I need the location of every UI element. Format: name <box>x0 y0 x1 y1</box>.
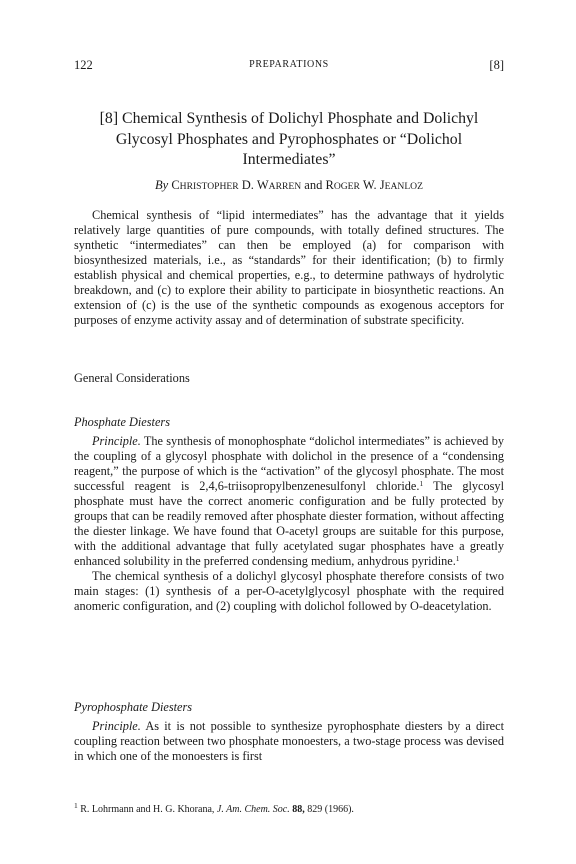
author-name: ROGER W. JEANLOZ <box>325 178 423 192</box>
byline-by: By <box>155 178 169 192</box>
subsection-heading: Phosphate Diesters <box>74 415 170 429</box>
title-line: Glycosyl Phosphates and Pyrophosphates or “Dolichol <box>115 130 463 148</box>
title-line: Intermediates” <box>242 151 336 168</box>
section-number: [8] <box>489 58 504 72</box>
paragraph-text: The synthesis of monophosphate “dolichol intermediates” is achieved by the coupling of a glycosyl phosphate with dolichol in the presence of a “condensing reagent,” the purpose of which is the “activation” of the glycosyl phosphate. The most successful reagent is 2,4,6-triisopropylbenzenesulfonyl chloride. <box>74 434 504 493</box>
footnote-pages: 829 (1966). <box>304 804 354 815</box>
section-heading: General Considerations <box>74 371 190 385</box>
run-in-label: Principle. <box>92 719 141 733</box>
paragraph-text: The glycosyl phosphate must have the correct anomeric configuration and be fully protected by groups that can be readily removed after phosphate diester formation, without affecting the diester linkage. We have found that O-acetyl groups are suitable for this purpose, with the additional advantage that fully acetylated sugar phosphates have a greatly enhanced solubility in the preferred condensing medium, anhydrous pyridine. <box>74 479 504 568</box>
byline-and: and <box>304 178 323 192</box>
footnote-ref: 1 <box>419 479 424 488</box>
footnote-marker: 1 <box>74 801 78 810</box>
intro-section <box>74 208 504 328</box>
pyrophosphate-diesters-body <box>74 719 504 764</box>
footnote-ref: 1 <box>455 554 460 563</box>
running-header <box>74 58 504 74</box>
paragraph-text: As it is not possible to synthesize pyrophosphate diesters by a direct coupling reaction between two phosphate monoesters, a two-stage process was devised in which one of the monoesters is first <box>74 719 504 763</box>
subsection-heading: Pyrophosphate Diesters <box>74 700 193 714</box>
footnote-authors: R. Lohrmann and H. G. Khorana, <box>77 804 217 815</box>
paragraph <box>74 434 504 569</box>
running-title: PREPARATIONS <box>249 59 329 70</box>
page-number: 122 <box>74 58 93 72</box>
intro-paragraph: Chemical synthesis of “lipid intermediates” has the advantage that it yields relatively large quantities of pure compounds, with totally defined structures. The synthetic “intermediates” can then be employed (a) for comparison with biosynthesized materials, i.e., as “standards” for their identification; (b) to firmly establish physical and chemical properties, e.g., to determine pathways of hydrolytic breakdown, and (c) to explore their ability to participate in biosynthetic reactions. An extension of (c) is the use of the synthetic compounds as exogenous acceptors for purposes of enzyme activity assay and of determination of substrate specificity. <box>74 208 504 327</box>
phosphate-diesters-body <box>74 434 504 614</box>
chapter-title <box>74 109 504 171</box>
byline <box>74 178 504 193</box>
footnote-journal: J. Am. Chem. Soc. <box>216 804 290 815</box>
title-line: [8] Chemical Synthesis of Dolichyl Phosphate and Dolichyl <box>99 110 479 127</box>
footnote <box>74 801 504 815</box>
run-in-label: Principle. <box>92 434 141 448</box>
paragraph <box>74 719 504 764</box>
author-name: CHRISTOPHER D. WARREN <box>171 178 302 192</box>
footnote-volume: 88, <box>289 804 305 815</box>
paragraph: The chemical synthesis of a dolichyl glycosyl phosphate therefore consists of two main stages: (1) synthesis of a per-O-acetylglycosyl phosphate with the required anomeric configuration, and (2) coupling with dolichol followed by O-deacetylation. <box>74 569 504 613</box>
